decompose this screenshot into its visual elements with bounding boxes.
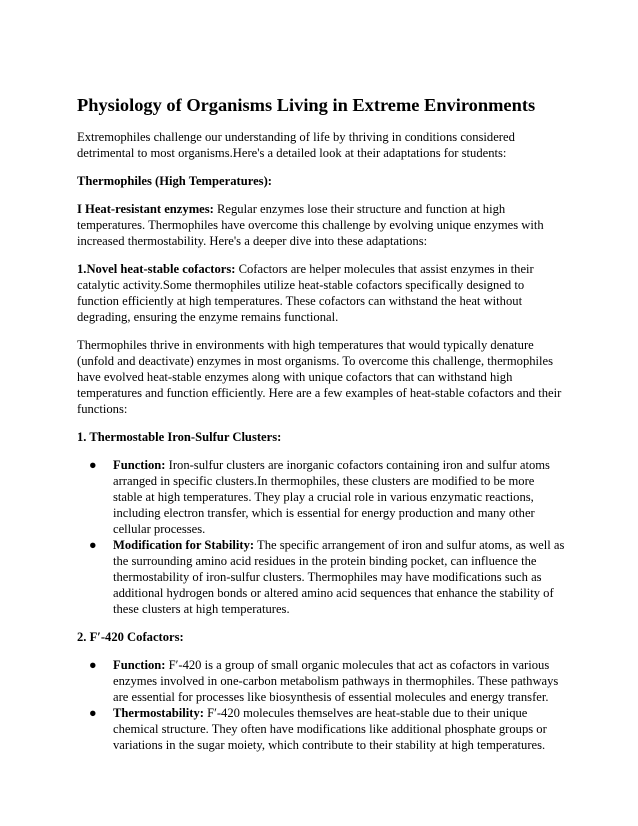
novel-cofactors-paragraph bbox=[77, 261, 565, 325]
list-item bbox=[89, 657, 565, 705]
list-item-text: F′-420 molecules themselves are heat-stable due to their unique chemical structure. They often have modifications like additional phosphate groups or variations in the sugar moiety, which contribute to their stability at high temperatures. bbox=[113, 706, 547, 752]
bullet-icon: ● bbox=[89, 458, 97, 472]
page-title: Physiology of Organisms Living in Extreme Environments bbox=[77, 95, 536, 115]
section-heading-thermophiles: Thermophiles (High Temperatures): bbox=[77, 174, 272, 188]
heat-resistant-paragraph bbox=[77, 201, 565, 249]
list-item-label: Function: bbox=[113, 458, 166, 472]
list-item bbox=[89, 537, 565, 617]
bullet-icon: ● bbox=[89, 658, 97, 672]
document-body bbox=[77, 94, 565, 765]
intro-paragraph: Extremophiles challenge our understanding of life by thriving in conditions considered detrimental to most organisms.Here's a detailed look at their adaptations for students: bbox=[77, 130, 515, 160]
bullet-icon: ● bbox=[89, 538, 97, 552]
list-item bbox=[89, 457, 565, 537]
novel-cofactors-label: 1.Novel heat-stable cofactors: bbox=[77, 262, 236, 276]
iron-sulfur-list bbox=[77, 457, 565, 617]
f420-list bbox=[77, 657, 565, 753]
list-item-label: Modification for Stability: bbox=[113, 538, 255, 552]
heat-resistant-text: Regular enzymes lose their structure and function at high temperatures. Thermophiles have overcome this challenge by evolving unique enzymes with increased thermostability. Here's a deeper dive into these adaptations: bbox=[77, 202, 544, 248]
list-item-label: Thermostability: bbox=[113, 706, 204, 720]
novel-cofactors-text: Cofactors are helper molecules that assist enzymes in their catalytic activity.Some thermophiles utilize heat-stable cofactors specifically designed to function efficiently at high temperatures. These cofactors can withstand the heat without degrading, ensuring the enzyme remains functional. bbox=[77, 262, 534, 324]
section-heading-iron-sulfur: 1. Thermostable Iron-Sulfur Clusters: bbox=[77, 430, 282, 444]
section-heading-f420: 2. F′-420 Cofactors: bbox=[77, 630, 184, 644]
bullet-icon: ● bbox=[89, 706, 97, 720]
list-item-text: The specific arrangement of iron and sulfur atoms, as well as the surrounding amino acid residues in the protein binding pocket, can influence the thermostability of iron-sulfur clusters. Thermophiles may have modifications such as additional hydrogen bonds or altered amino acid sequences that enhance the stability of these clusters at high temperatures. bbox=[113, 538, 565, 616]
list-item bbox=[89, 705, 565, 753]
heat-resistant-label: I Heat-resistant enzymes: bbox=[77, 202, 214, 216]
list-item-label: Function: bbox=[113, 658, 166, 672]
list-item-text: F′-420 is a group of small organic molecules that act as cofactors in various enzymes involved in one-carbon metabolism pathways in thermophiles. These pathways are essential for processes like biosynthesis of essential molecules and energy transfer. bbox=[113, 658, 559, 704]
thermophiles-paragraph: Thermophiles thrive in environments with high temperatures that would typically denature (unfold and deactivate) enzymes in most organisms. To overcome this challenge, thermophiles have evolved heat-stable enzymes along with unique cofactors that can withstand high temperatures and function efficiently. Here are a few examples of heat-stable cofactors and their functions: bbox=[77, 338, 562, 416]
list-item-text: Iron-sulfur clusters are inorganic cofactors containing iron and sulfur atoms arranged in specific clusters.In thermophiles, these clusters are modified to be more stable at high temperatures. They play a crucial role in various enzymatic reactions, including electron transfer, which is essential for energy production and many other cellular processes. bbox=[113, 458, 550, 536]
